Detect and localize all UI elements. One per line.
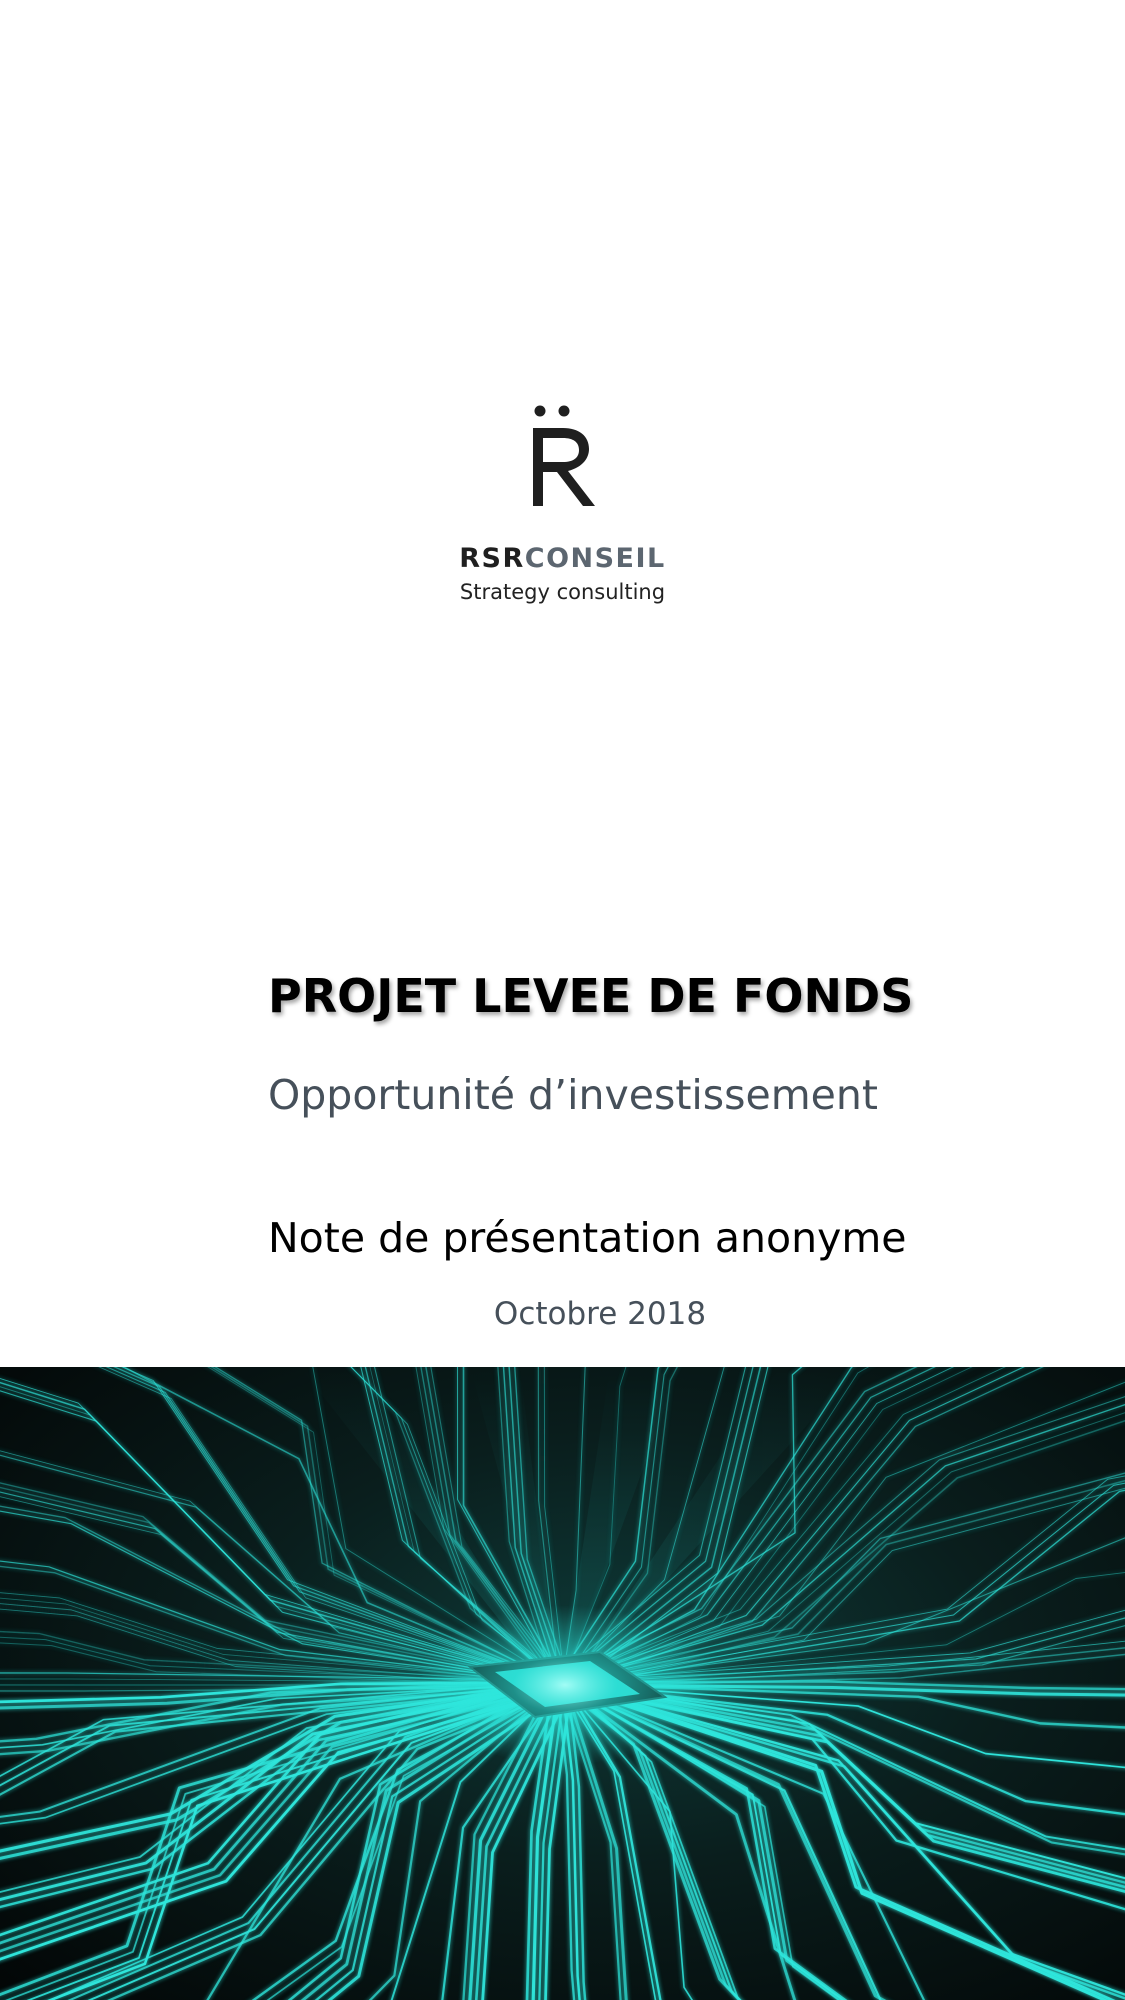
company-logo	[0, 400, 1125, 604]
logo-tagline: Strategy consulting	[459, 580, 666, 604]
circuit-board-chip-image	[0, 1367, 1125, 2000]
document-note-label: Note de présentation anonyme	[268, 1214, 907, 1262]
document-subtitle: Opportunité d’investissement	[268, 1071, 878, 1119]
r-umlaut-logo-icon	[523, 400, 603, 510]
logo-wordmark-conseil: CONSEIL	[524, 543, 666, 574]
logo-wordmark	[0, 544, 1125, 574]
logo-wordmark-rsr: RSR	[459, 543, 525, 574]
document-title: PROJET LEVEE DE FONDS	[268, 969, 914, 1023]
document-date: Octobre 2018	[493, 1296, 707, 1332]
